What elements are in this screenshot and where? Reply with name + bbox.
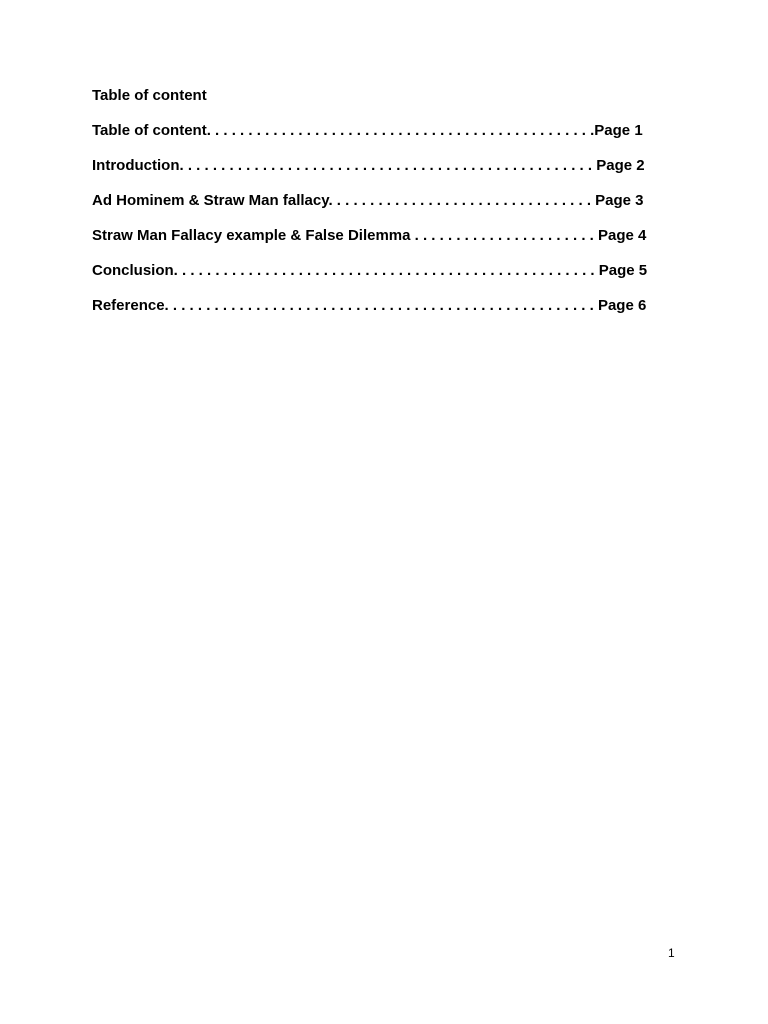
- toc-heading: Table of content: [92, 87, 207, 104]
- toc-entry-conclusion: Conclusion. . . . . . . . . . . . . . . . . . . . . . . . . . . . . . . . . . . . . . . . . . . . . . . . . . . Page 5: [92, 262, 648, 279]
- page-number: 1: [668, 946, 675, 960]
- toc-entry-reference: Reference. . . . . . . . . . . . . . . . . . . . . . . . . . . . . . . . . . . . . . . . . . . . . . . . . . . . Page 6: [92, 297, 647, 314]
- toc-entry-table-of-content: Table of content. . . . . . . . . . . . . . . . . . . . . . . . . . . . . . . . . . . . . . . . . . . . . . .Page 1: [92, 122, 643, 139]
- toc-entry-straw-man-false-dilemma: Straw Man Fallacy example & False Dilemma . . . . . . . . . . . . . . . . . . . . . . Page 4: [92, 227, 647, 244]
- toc-entry-ad-hominem-straw-man: Ad Hominem & Straw Man fallacy. . . . . . . . . . . . . . . . . . . . . . . . . . . . . . . . Page 3: [92, 192, 644, 209]
- toc-entry-introduction: Introduction. . . . . . . . . . . . . . . . . . . . . . . . . . . . . . . . . . . . . . . . . . . . . . . . . . Page 2: [92, 157, 645, 174]
